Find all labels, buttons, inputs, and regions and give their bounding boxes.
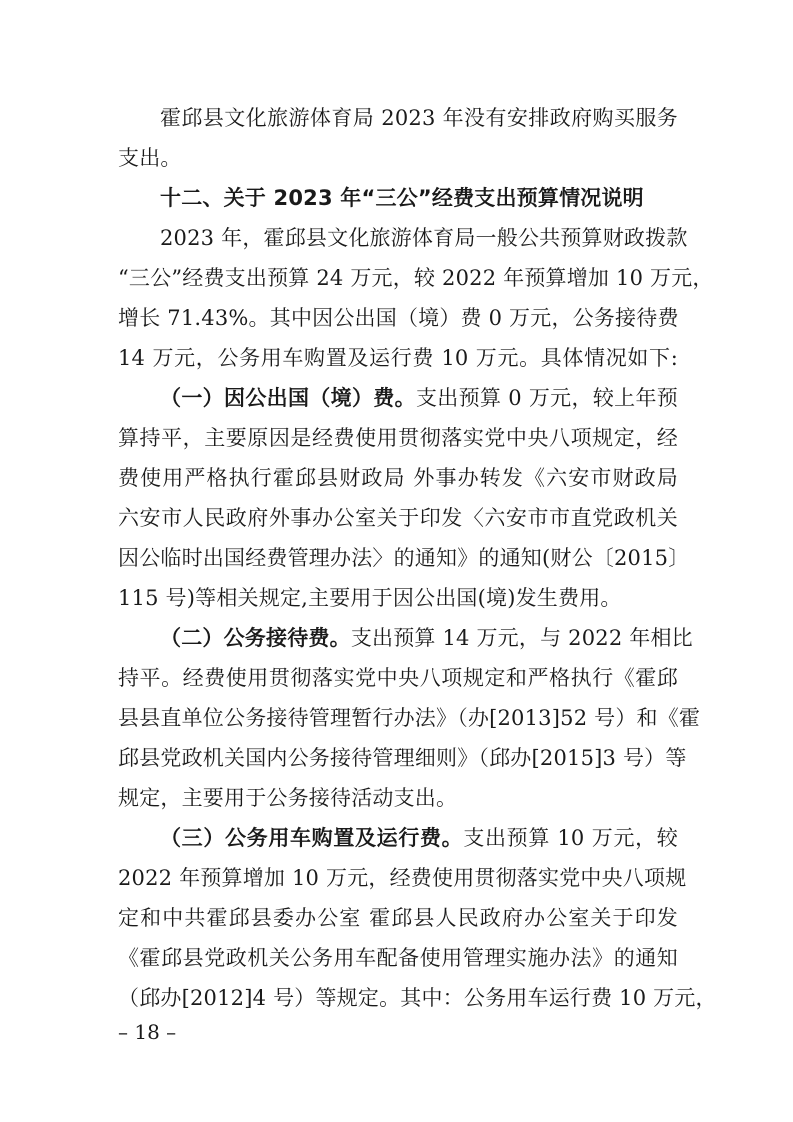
paragraph-line: 费使用严格执行霍邱县财政局 外事办转发《六安市财政局 — [118, 466, 678, 490]
paragraph-line: 14 万元，公务用车购置及运行费 10 万元。具体情况如下: — [118, 346, 678, 370]
paragraph-line: 《霍邱县党政机关公务用车配备使用管理实施办法》的通知 — [118, 946, 678, 970]
section-heading: 十二、关于 2023 年“三公”经费支出预算情况说明 — [160, 186, 644, 210]
item-first-line — [160, 822, 678, 854]
paragraph-line: 六安市人民政府外事办公室关于印发〈六安市市直党政机关 — [118, 506, 678, 530]
paragraph-line: 支出。 — [118, 146, 182, 170]
paragraph-line: 115 号)等相关规定,主要用于因公出国(境)发生费用。 — [118, 586, 622, 610]
paragraph-line: 2022 年预算增加 10 万元，经费使用贯彻落实党中央八项规 — [118, 866, 687, 890]
paragraph-line: 持平。经费使用贯彻落实党中央八项规定和严格执行《霍邱 — [118, 666, 678, 690]
item-text: 支出预算 0 万元，较上年预 — [415, 386, 679, 410]
item-label: （三）公务用车购置及运行费。 — [160, 826, 464, 850]
item-label: （一）因公出国（境）费。 — [160, 386, 416, 410]
page-number: – 18 – — [118, 1020, 177, 1044]
item-first-line — [160, 382, 678, 414]
paragraph-line: 规定，主要用于公务接待活动支出。 — [118, 786, 458, 810]
item-label: （二）公务接待费。 — [160, 626, 351, 650]
paragraph-line: 霍邱县文化旅游体育局 2023 年没有安排政府购买服务 — [160, 106, 678, 130]
paragraph-line: “三公”经费支出预算 24 万元，较 2022 年预算增加 10 万元， — [118, 266, 714, 290]
item-first-line — [160, 622, 693, 654]
paragraph-line: 邱县党政机关国内公务接待管理细则》（邱办[2015]3 号）等 — [118, 746, 687, 770]
paragraph-line: 定和中共霍邱县委办公室 霍邱县人民政府办公室关于印发 — [118, 906, 678, 930]
item-text: 支出预算 14 万元，与 2022 年相比 — [350, 626, 693, 650]
paragraph-line: 算持平，主要原因是经费使用贯彻落实党中央八项规定，经 — [118, 426, 678, 450]
paragraph-line: 县县直单位公务接待管理暂行办法》（办[2013]52 号）和《霍 — [118, 706, 701, 730]
paragraph-line: 因公临时出国经费管理办法〉的通知》的通知(财公〔2015〕 — [118, 546, 690, 570]
paragraph-line: 增长 71.43%。其中因公出国（境）费 0 万元，公务接待费 — [118, 306, 679, 330]
paragraph-line: 2023 年，霍邱县文化旅游体育局一般公共预算财政拨款 — [160, 226, 688, 250]
paragraph-line: （邱办[2012]4 号）等规定。其中：公务用车运行费 10 万元， — [118, 986, 717, 1010]
item-text: 支出预算 10 万元，较 — [463, 826, 678, 850]
